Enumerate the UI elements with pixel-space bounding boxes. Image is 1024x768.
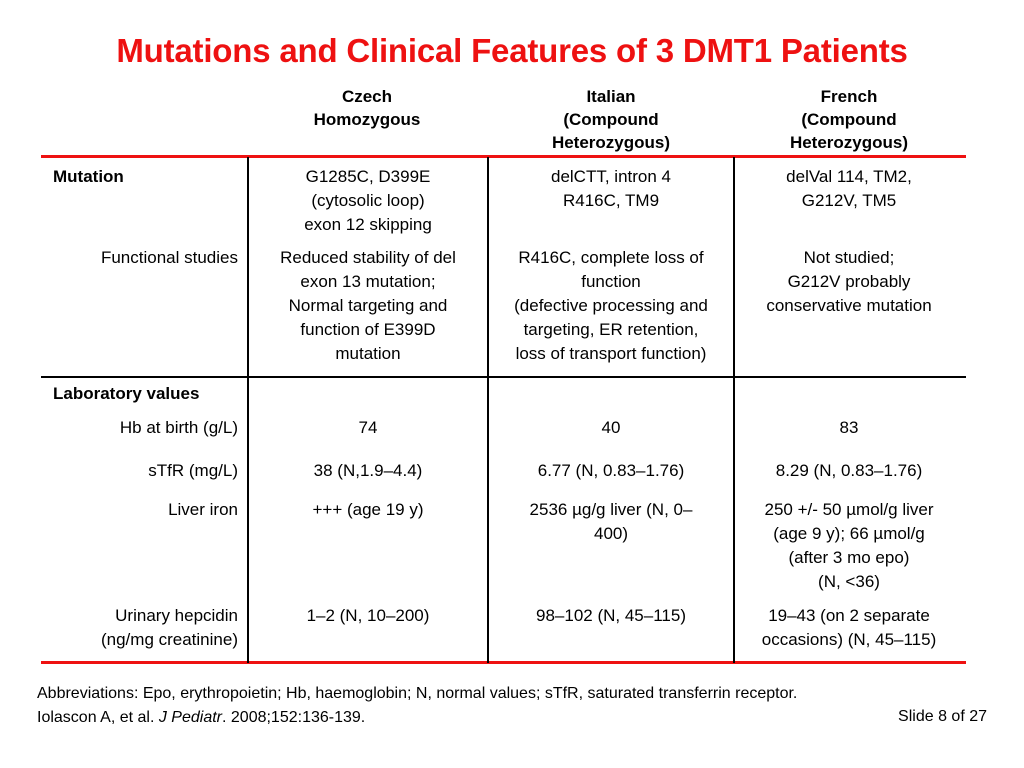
cell-line: 19–43 (on 2 separate (768, 606, 930, 625)
cell-line: 400) (593, 524, 629, 543)
cell-hepcidin-czech: 1–2 (N, 10–200) (306, 606, 430, 625)
cell-line: occasions) (N, 45–115) (761, 630, 937, 649)
cell-line: 2536 µg/g liver (N, 0– (529, 500, 693, 519)
cell-stfr-french: 8.29 (N, 0.83–1.76) (775, 461, 923, 480)
label-line: Urinary hepcidin (115, 606, 238, 625)
cell-line: +++ (age 19 y) (312, 500, 424, 519)
section-divider (41, 376, 966, 378)
cell-liver-czech (250, 498, 486, 522)
cell-stfr-czech: 38 (N,1.9–4.4) (313, 461, 423, 480)
cell-liver-italian (490, 498, 732, 546)
row-label-stfr: sTfR (mg/L) (148, 461, 238, 480)
cell-line: (age 9 y); 66 µmol/g (773, 524, 925, 543)
cell-line: exon 13 mutation; (300, 272, 436, 291)
cell-line: Not studied; (803, 248, 895, 267)
section-label-laboratory-values: Laboratory values (53, 384, 200, 403)
header-line: Italian (586, 87, 636, 106)
citation-journal: J Pediatr (158, 709, 222, 726)
cell-line: function of E399D (300, 320, 436, 339)
column-divider (487, 157, 489, 663)
cell-line: Reduced stability of del (280, 248, 456, 267)
cell-line: G212V probably (787, 272, 911, 291)
cell-line: R416C, complete loss of (518, 248, 704, 267)
cell-line: exon 12 skipping (304, 215, 432, 234)
cell-line: (N, <36) (818, 572, 880, 591)
cell-line: G212V, TM5 (801, 191, 897, 210)
cell-line: (cytosolic loop) (311, 191, 425, 210)
header-line: Heterozygous) (789, 133, 909, 152)
cell-line: R416C, TM9 (562, 191, 660, 210)
cell-line: (defective processing and (514, 296, 708, 315)
header-line: (Compound (801, 110, 897, 129)
cell-stfr-italian: 6.77 (N, 0.83–1.76) (537, 461, 685, 480)
cell-line: mutation (335, 344, 401, 363)
table-top-rule (41, 155, 966, 158)
column-divider (733, 157, 735, 663)
row-label-urinary-hepcidin (44, 604, 238, 652)
cell-line: loss of transport function) (515, 344, 707, 363)
cell-functional-italian (490, 246, 732, 366)
cell-line: Normal targeting and (288, 296, 448, 315)
column-header-italian (496, 85, 726, 154)
cell-liver-french (736, 498, 962, 594)
row-label-functional-studies: Functional studies (100, 248, 238, 267)
cell-mutation-french (736, 165, 962, 213)
cell-line: targeting, ER retention, (523, 320, 699, 339)
row-label-mutation: Mutation (53, 167, 124, 186)
header-line: Heterozygous) (551, 133, 671, 152)
citation-details: . 2008;152:136-139. (222, 709, 366, 726)
cell-line: conservative mutation (766, 296, 932, 315)
cell-functional-czech (250, 246, 486, 366)
cell-hb-french: 83 (839, 418, 859, 437)
slide-title: Mutations and Clinical Features of 3 DMT1 Patients (116, 32, 908, 69)
cell-hepcidin-italian: 98–102 (N, 45–115) (536, 606, 686, 625)
row-label-liver-iron: Liver iron (168, 500, 238, 519)
cell-functional-french (736, 246, 962, 318)
cell-line: function (581, 272, 641, 291)
row-label-hb: Hb at birth (g/L) (119, 418, 238, 437)
cell-hb-italian: 40 (601, 418, 621, 437)
cell-mutation-italian (490, 165, 732, 213)
cell-hepcidin-french (736, 604, 962, 652)
header-line: French (820, 87, 878, 106)
column-header-french (734, 85, 964, 154)
cell-line: (after 3 mo epo) (788, 548, 910, 567)
cell-hb-czech: 74 (358, 418, 378, 437)
label-line: (ng/mg creatinine) (100, 630, 238, 649)
slide-number: Slide 8 of 27 (898, 708, 987, 725)
cell-line: delCTT, intron 4 (551, 167, 671, 186)
table-bottom-rule (41, 661, 966, 664)
header-line: Homozygous (313, 110, 421, 129)
header-line: Czech (341, 87, 393, 106)
cell-line: 250 +/- 50 µmol/g liver (764, 500, 934, 519)
column-divider (247, 157, 249, 663)
cell-line: G1285C, D399E (305, 167, 431, 186)
citation (37, 707, 365, 729)
header-line: (Compound (563, 110, 659, 129)
citation-authors: Iolascon A, et al. (37, 709, 159, 726)
abbreviations-note: Abbreviations: Epo, erythropoietin; Hb, haemoglobin; N, normal values; sTfR, saturated transferrin receptor. (37, 685, 798, 702)
cell-line: delVal 114, TM2, (786, 167, 912, 186)
cell-mutation-czech (250, 165, 486, 237)
column-header-czech (252, 85, 482, 131)
